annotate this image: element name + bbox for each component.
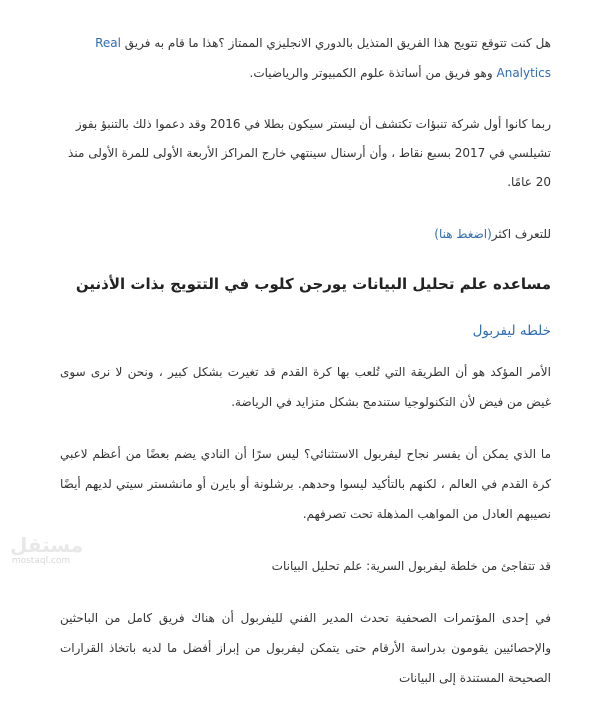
intro-paragraph-1 (60, 28, 551, 88)
intro-paragraph-3 (60, 219, 551, 249)
section-paragraph-4: في إحدى المؤتمرات الصحفية تحدث المدير الفني لليفربول أن هناك فريق كامل من الباحثين والإحصائيين يقومون بدراسة الأرقام حتى يتمكن ليفربول من إبراز أفضل ما لديه باتخاذ القرارات الصحيحة المستندة إلى البيانات (60, 611, 551, 685)
section-paragraph-1: الأمر المؤكد هو أن الطريقة التي تُلعب بها كرة القدم قد تغيرت بشكل كبير ، ونحن لا نرى سوى غيض من فيض لأن التكنولوجيا ستندمج بشكل متزايد في الرياضة. (60, 365, 551, 409)
mostaql-watermark (10, 533, 84, 566)
intro-paragraph-2: ربما كانوا أول شركة تنبؤات تكتشف أن ليستر سيكون بطلا في 2016 وقد دعموا ذلك بالتنبؤ بفوز تشيلسي في 2017 بسبع نقاط ، وأن أرسنال سينتهي خارج المراكز الأربعة الأولى للمرة الأولى منذ 20 عامًا. (68, 117, 551, 189)
click-here-link[interactable]: (اضغط هنا) (434, 227, 492, 241)
intro-paragraph-1-text: هل كنت تتوقع تتويج هذا الفريق المتذيل بالدوري الانجليزي الممتاز ؟هذا ما قام به فريق (120, 36, 551, 50)
intro-paragraph-1-tail: وهو فريق من أساتذة علوم الكمبيوتر والرياضيات. (249, 66, 497, 80)
learn-more-text: للتعرف اكثر (491, 227, 551, 241)
section-paragraph-3: قد تتفاجئ من خلطة ليفربول السرية: علم تحليل البيانات (271, 559, 551, 573)
section-paragraph-2: ما الذي يمكن أن يفسر نجاح ليفربول الاستثنائي؟ ليس سرًا أن النادي يضم بعضًا من أعظم لاعبي كرة القدم في العالم ، لكنهم بالتأكيد ليسوا وحدهم. برشلونة أو بايرن أو مانشستر سيتي لديهم أيضًا نصيبهم العادل من المواهب المذهلة تحت تصرفهم. (60, 447, 551, 521)
section-title: مساعده علم تحليل البيانات يورجن كلوب في التتويج بذات الأذنين (75, 275, 551, 293)
section-subtitle: خلطه ليفربول (472, 323, 551, 339)
real-analytics-link[interactable]: Real Analytics (95, 36, 551, 80)
watermark-logo: مستقل (10, 533, 84, 557)
watermark-url: mostaql.com (11, 556, 71, 566)
